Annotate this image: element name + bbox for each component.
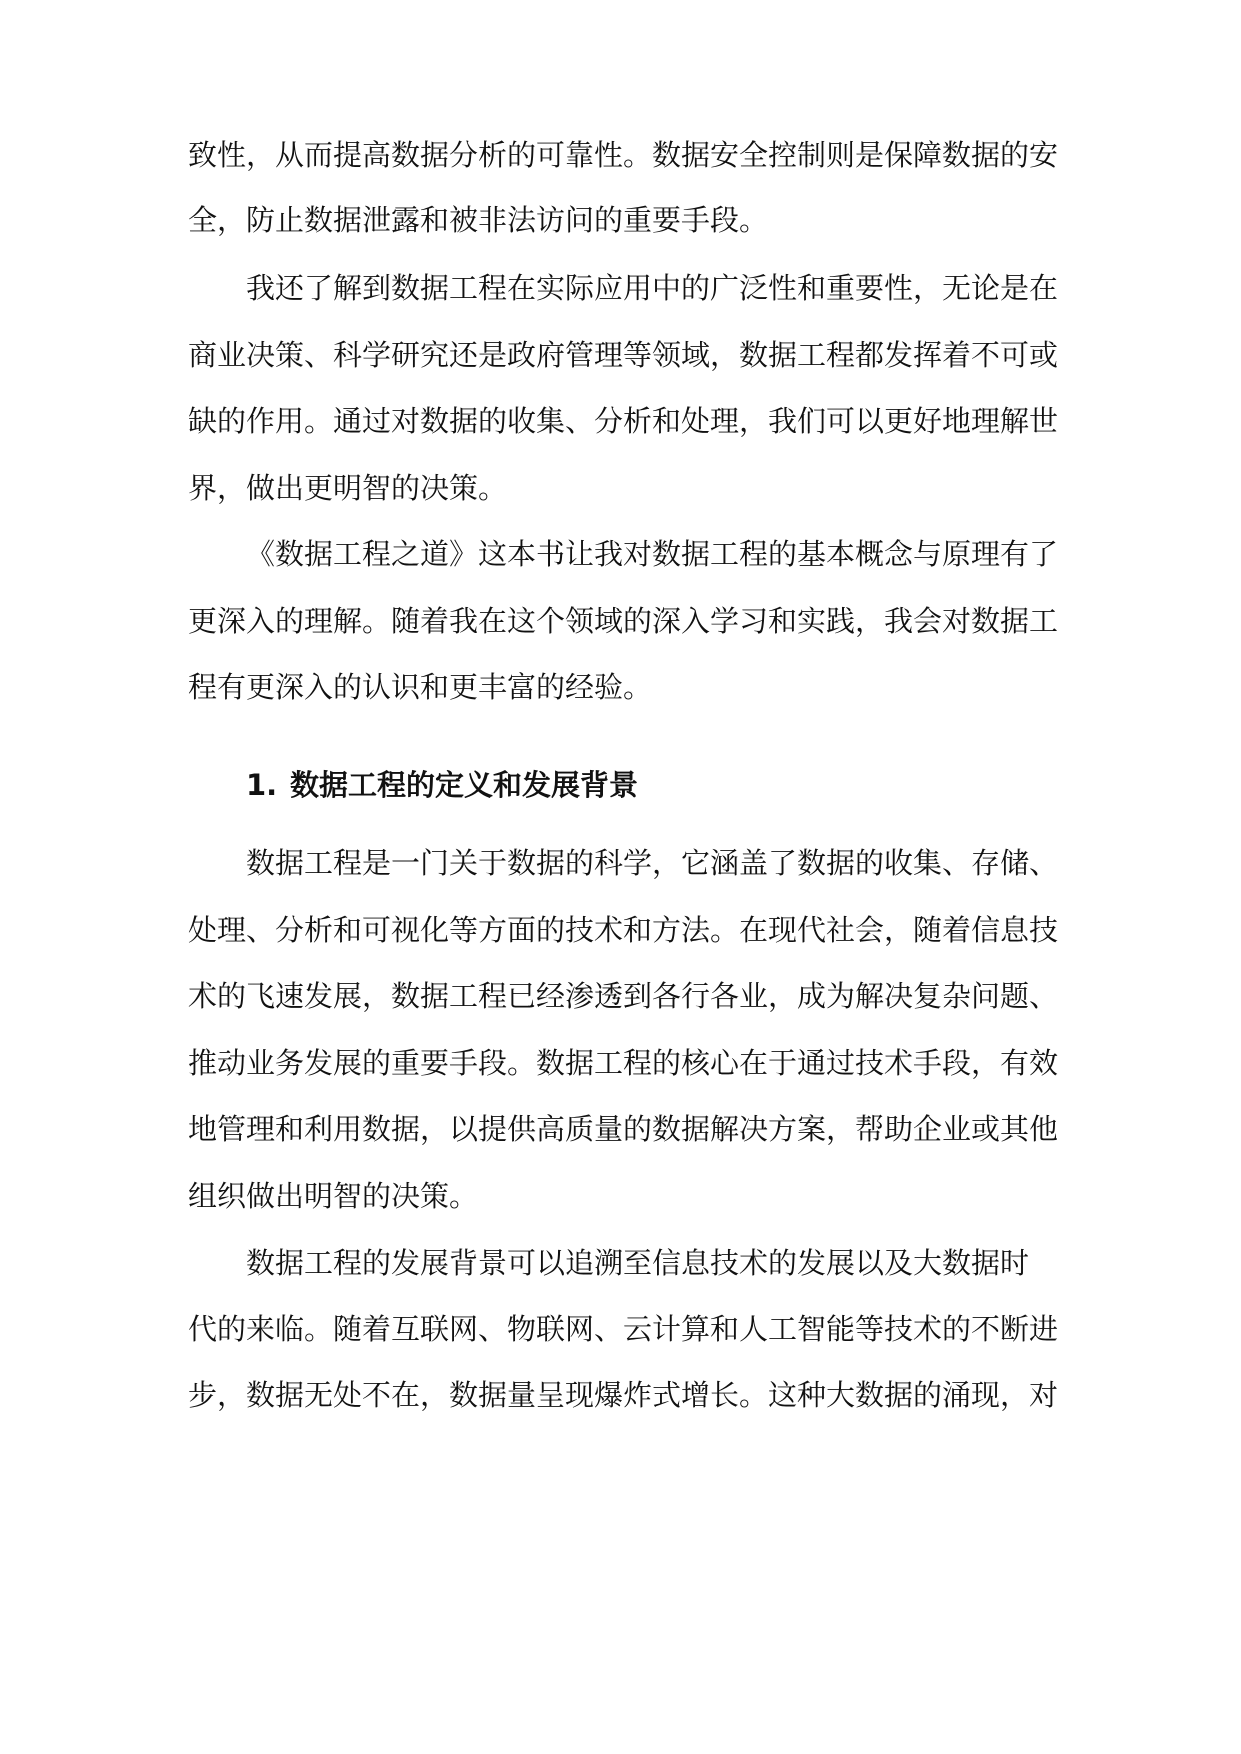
paragraph-5-line-1: 数据工程的发展背景可以追溯至信息技术的发展以及大数据时 (246, 1246, 1030, 1280)
paragraph-3-line-2: 更深入的理解。随着我在这个领域的深入学习和实践，我会对数据工 (188, 604, 1059, 638)
paragraph-1-line-1: 致性，从而提高数据分析的可靠性。数据安全控制则是保障数据的安 (188, 138, 1059, 172)
paragraph-2-line-3: 缺的作用。通过对数据的收集、分析和处理，我们可以更好地理解世 (188, 404, 1059, 438)
paragraph-2-line-4: 界，做出更明智的决策。 (188, 471, 508, 505)
paragraph-1-line-2: 全，防止数据泄露和被非法访问的重要手段。 (188, 203, 769, 237)
paragraph-5-line-2: 代的来临。随着互联网、物联网、云计算和人工智能等技术的不断进 (188, 1312, 1059, 1346)
paragraph-4-line-6: 组织做出明智的决策。 (188, 1179, 479, 1213)
paragraph-4-line-4: 推动业务发展的重要手段。数据工程的核心在于通过技术手段，有效 (188, 1046, 1059, 1080)
paragraph-2-line-2: 商业决策、科学研究还是政府管理等领域，数据工程都发挥着不可或 (188, 338, 1059, 372)
paragraph-4-line-2: 处理、分析和可视化等方面的技术和方法。在现代社会，随着信息技 (188, 913, 1059, 947)
paragraph-3-line-3: 程有更深入的认识和更丰富的经验。 (188, 670, 653, 704)
section-number: 1. (246, 768, 278, 802)
paragraph-3-line-1: 《数据工程之道》这本书让我对数据工程的基本概念与原理有了 (246, 537, 1059, 571)
paragraph-4-line-1: 数据工程是一门关于数据的科学，它涵盖了数据的收集、存储、 (246, 846, 1059, 880)
paragraph-5-line-3: 步，数据无处不在，数据量呈现爆炸式增长。这种大数据的涌现，对 (188, 1378, 1059, 1412)
section-title: 数据工程的定义和发展背景 (290, 768, 639, 802)
paragraph-4-line-3: 术的飞速发展，数据工程已经渗透到各行各业，成为解决复杂问题、 (188, 979, 1059, 1013)
paragraph-4-line-5: 地管理和利用数据，以提供高质量的数据解决方案，帮助企业或其他 (188, 1112, 1059, 1146)
section-heading (246, 765, 638, 805)
paragraph-2-line-1: 我还了解到数据工程在实际应用中的广泛性和重要性，无论是在 (246, 271, 1059, 305)
